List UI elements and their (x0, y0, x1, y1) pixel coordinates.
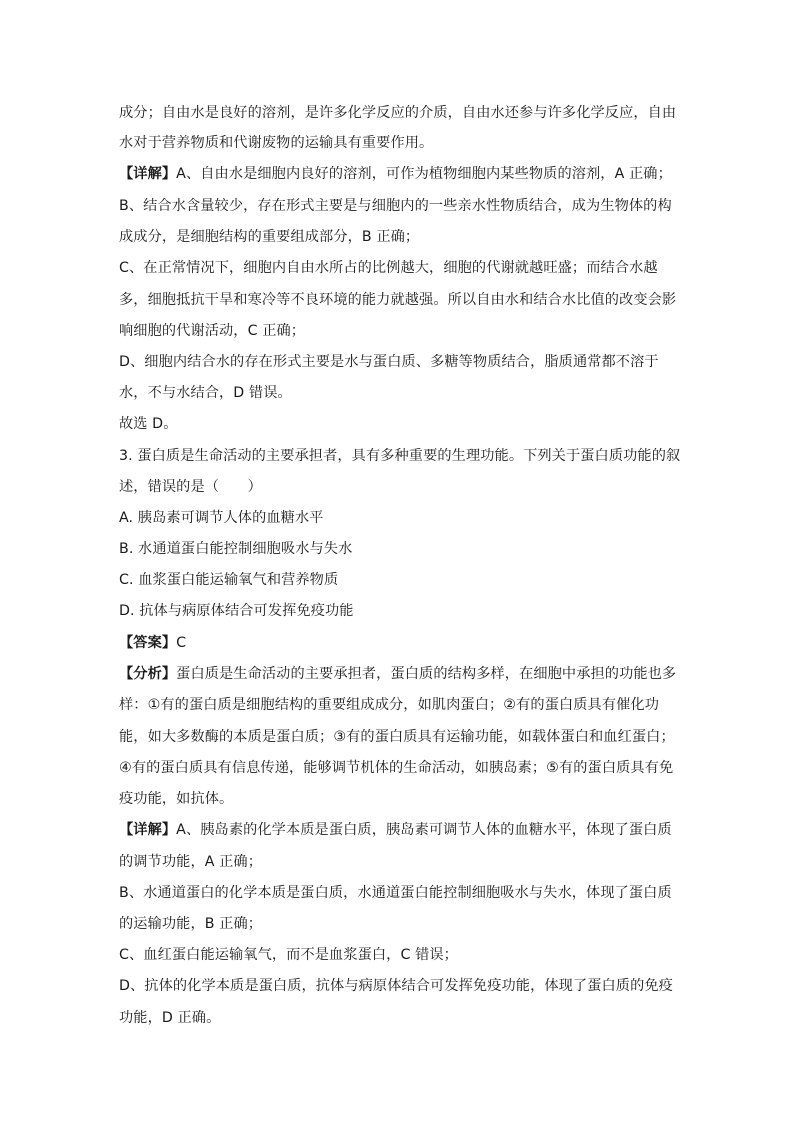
analysis-text-1: 蛋白质是生命活动的主要承担者，蛋白质的结构多样，在细胞中承担的功能也多 (176, 666, 677, 682)
detail-label: 【详解】 (119, 822, 177, 838)
prev-detail-line-4: C、在正常情况下，细胞内自由水所占的比例越大，细胞的代谢就越旺盛；而结合水越 (119, 260, 658, 276)
question-option-d: D. 抗体与病原体结合可发挥免疫功能 (119, 603, 354, 619)
detail-line-5: C、血红蛋白能运输氧气，而不是血浆蛋白，C 错误； (119, 947, 458, 963)
prev-detail-line-8: 水，不与水结合，D 错误。 (119, 385, 292, 401)
prev-detail-line-3: 成成分，是细胞结构的重要组成部分，B 正确； (119, 229, 420, 245)
analysis-line-3: 能，如大多数酶的本质是蛋白质；③有的蛋白质具有运输功能，如载体蛋白和血红蛋白； (119, 729, 675, 745)
prev-detail-label: 【详解】 (119, 166, 177, 182)
question-option-a: A. 胰岛素可调节人体的血糖水平 (119, 510, 324, 526)
answer-label: 【答案】 (119, 635, 177, 651)
detail-line-4: 的运输功能，B 正确； (119, 916, 263, 932)
answer-line (119, 633, 679, 653)
analysis-line-1 (119, 664, 679, 684)
question-option-b: B. 水通道蛋白能控制细胞吸水与失水 (119, 541, 353, 557)
question-stem-line-1: 3. 蛋白质是生命活动的主要承担者，具有多种重要的生理功能。下列关于蛋白质功能的叙 (119, 448, 681, 464)
prev-analysis-line-1: 成分；自由水是良好的溶剂，是许多化学反应的介质，自由水还参与许多化学反应，自由 (119, 105, 677, 121)
analysis-line-5: 疫功能，如抗体。 (119, 791, 234, 807)
analysis-line-2: 样：①有的蛋白质是细胞结构的重要组成成分，如肌肉蛋白；②有的蛋白质具有催化功 (119, 697, 659, 713)
prev-analysis-line-2: 水对于营养物质和代谢废物的运输具有重要作用。 (119, 135, 434, 151)
analysis-line-4: ④有的蛋白质具有信息传递，能够调节机体的生命活动，如胰岛素；⑤有的蛋白质具有免 (119, 760, 674, 776)
detail-text-1: A、胰岛素的化学本质是蛋白质，胰岛素可调节人体的血糖水平，体现了蛋白质 (176, 822, 672, 838)
question-option-c: C. 血浆蛋白能运输氧气和营养物质 (119, 572, 339, 588)
prev-detail-text-1: A、自由水是细胞内良好的溶剂，可作为植物细胞内某些物质的溶剂，A 正确； (176, 166, 672, 182)
prev-detail-line-2: B、结合水含量较少，存在形式主要是与细胞内的一些亲水性物质结合，成为生物体的构 (119, 198, 672, 214)
detail-line-7: 功能，D 正确。 (119, 1010, 221, 1026)
detail-line-3: B、水通道蛋白的化学本质是蛋白质，水通道蛋白能控制细胞吸水与失水，体现了蛋白质 (119, 885, 672, 901)
detail-line-1 (119, 820, 679, 840)
detail-line-6: D、抗体的化学本质是蛋白质，抗体与病原体结合可发挥免疫功能，体现了蛋白质的免疫 (119, 978, 673, 994)
prev-detail-line-5: 多，细胞抵抗干旱和寒冷等不良环境的能力就越强。所以自由水和结合水比值的改变会影 (119, 292, 677, 308)
detail-line-2: 的调节功能，A 正确； (119, 854, 263, 870)
question-stem-line-2: 述，错误的是（ ） (119, 479, 262, 495)
answer-value: C (176, 635, 187, 651)
prev-detail-conclusion: 故选 D。 (119, 416, 178, 432)
prev-detail-line-6: 响细胞的代谢活动，C 正确； (119, 323, 306, 339)
prev-detail-line-1 (119, 164, 679, 184)
prev-detail-line-7: D、细胞内结合水的存在形式主要是水与蛋白质、多糖等物质结合，脂质通常都不溶于 (119, 354, 659, 370)
analysis-label: 【分析】 (119, 666, 177, 682)
